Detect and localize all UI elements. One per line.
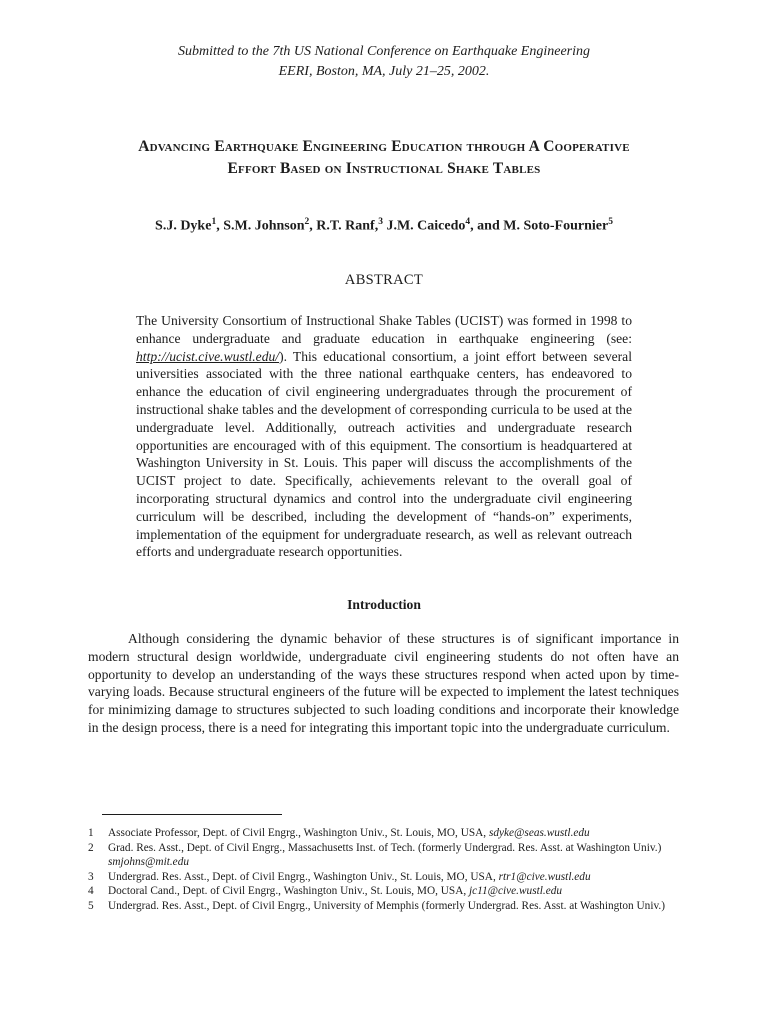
footnote-number: 4 xyxy=(88,885,94,898)
paper-title xyxy=(60,136,708,180)
footnote-item xyxy=(88,826,688,841)
venue-line-1: Submitted to the 7th US National Conference on Earthquake Engineering xyxy=(177,44,591,59)
footnote-affiliation: Grad. Res. Asst., Dept. of Civil Engrg., Massachusetts Inst. of Tech. (formerly Undergrad. Res. Asst. at Washington Univ.) xyxy=(108,841,662,854)
venue-line-2: EERI, Boston, MA, July 21–25, 2002. xyxy=(278,64,490,79)
footnote-list xyxy=(88,826,688,914)
abstract-text-start: The University Consortium of Instructional Shake Tables (UCIST) was formed in 1998 to enhance undergraduate and graduate education in earthquake engineering (see: xyxy=(136,313,632,346)
footnote-text xyxy=(108,870,688,885)
footnote-text xyxy=(108,841,688,870)
author-footnote-mark: 4 xyxy=(465,217,471,227)
footnote-affiliation: Undergrad. Res. Asst., Dept. of Civil Engrg., University of Memphis (formerly Undergrad. Res. Asst. at Washington Univ.) xyxy=(108,899,665,912)
abstract-text-rest: ). This educational consortium, a joint effort between several universities associated with the three national earthquake centers, has endeavored to enhance the education of civil engineering undergraduates through the procurement of instructional shake tables and the development of corresponding curricula to be used at the undergraduate level. Additionally, outreach activities and undergraduate research opportunities are encouraged with of this equipment. The consortium is headquartered at Washington University in St. Louis. This paper will discuss the accomplishments of the UCIST project to date. Specifically, achievements relevant to the overall goal of incorporating structural dynamics and control into the undergraduate civil engineering curriculum will be described, including the development of “hands-on” experiments, implementation of the equipment for undergraduate research, as well as relevant outreach efforts and undergraduate research opportunities. xyxy=(136,348,632,560)
footnote-item xyxy=(88,870,688,885)
title-line-2: Effort Based on Instructional Shake Tables xyxy=(227,160,541,177)
author-separator: , and xyxy=(470,218,504,234)
footnote-affiliation: Associate Professor, Dept. of Civil Engrg., Washington Univ., St. Louis, MO, USA, xyxy=(108,827,489,839)
author-separator: , xyxy=(216,218,224,234)
footnote-text xyxy=(108,826,688,841)
footnote-item xyxy=(88,884,688,899)
footnote-number: 2 xyxy=(88,841,94,854)
title-line-1: Advancing Earthquake Engineering Education through A Cooperative xyxy=(138,138,630,155)
author-footnote-mark: 1 xyxy=(211,217,217,227)
author-separator: , xyxy=(309,218,317,234)
author-list xyxy=(0,212,768,237)
author-name: M. Soto-Fournier xyxy=(503,218,609,234)
author-name: S.M. Johnson xyxy=(223,218,305,234)
footnote-text xyxy=(108,884,688,899)
ucist-website-link[interactable]: http://ucist.cive.wustl.edu/ xyxy=(136,348,280,364)
introduction-heading: Introduction xyxy=(347,597,421,612)
footnote-item xyxy=(88,841,688,870)
footnote-email: jc11@cive.wustl.edu xyxy=(469,885,563,898)
author-name: R.T. Ranf, xyxy=(316,218,379,234)
footnote-item xyxy=(88,899,688,914)
introduction-paragraph: Although considering the dynamic behavior of these structures is of significant importance in modern structural design worldwide, undergraduate civil engineering students do not often have an opportunity to develop an understanding of the ways these structures respond when acted upon by time-varying loads. Because structural engineers of the future will be expected to implement the latest techniques for minimizing damage to structures subjected to such loading conditions and incorporate their knowledge in the design process, there is a need for integrating this important topic into the undergraduate curriculum. xyxy=(88,631,679,735)
footnote-affiliation: Undergrad. Res. Asst., Dept. of Civil Engrg., Washington Univ., St. Louis, MO, USA, xyxy=(108,870,499,883)
author-footnote-mark: 2 xyxy=(304,217,310,227)
footnote-email: rtr1@cive.wustl.edu xyxy=(498,870,591,883)
author-footnote-mark: 5 xyxy=(608,217,613,227)
author-footnote-mark: 3 xyxy=(378,217,383,227)
footnote-text xyxy=(108,899,688,914)
footnote-divider xyxy=(102,814,282,815)
footnote-email: sdyke@seas.wustl.edu xyxy=(488,827,590,839)
footnote-email: smjohns@mit.edu xyxy=(108,856,189,869)
author-name: J.M. Caicedo xyxy=(386,218,466,234)
footnote-number: 5 xyxy=(88,899,94,912)
footnote-affiliation: Doctoral Cand., Dept. of Civil Engrg., Washington Univ., St. Louis, MO, USA, xyxy=(108,885,469,898)
abstract-heading: ABSTRACT xyxy=(344,272,424,288)
abstract-paragraph xyxy=(136,312,632,561)
author-name: S.J. Dyke xyxy=(155,218,212,234)
footnote-number: 3 xyxy=(88,870,94,883)
footnote-number: 1 xyxy=(88,827,94,839)
venue-header xyxy=(0,42,768,82)
